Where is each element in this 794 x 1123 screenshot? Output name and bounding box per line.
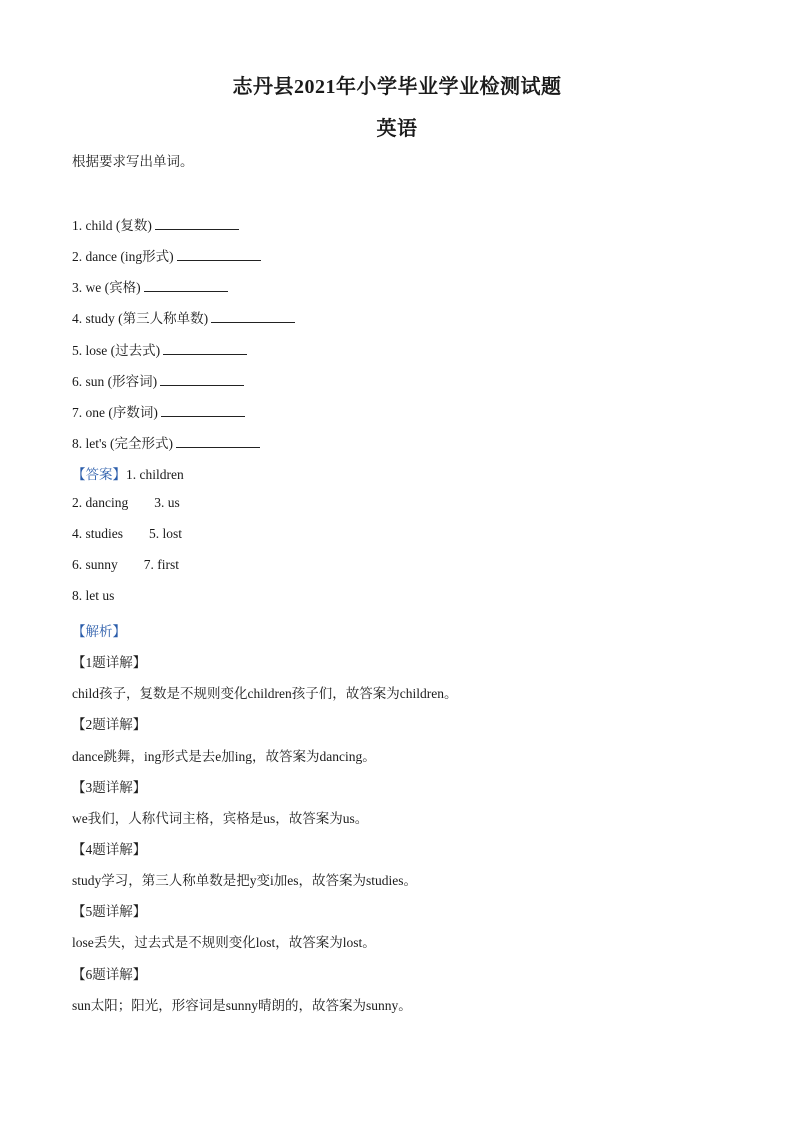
answer-item: 3. us (154, 495, 180, 510)
analysis-heading: 【6题详解】 (72, 967, 147, 982)
answer-blank (177, 248, 261, 261)
question-text: 8. let's (完全形式) (72, 436, 174, 451)
question-text: 3. we (宾格) (72, 280, 141, 295)
question-item (72, 214, 239, 234)
question-text: 7. one (序数词) (72, 405, 158, 420)
answer-row (72, 495, 180, 511)
question-text: 6. sun (形容词) (72, 374, 158, 389)
instruction-text: 根据要求写出单词。 (72, 154, 194, 169)
answer-item: 8. let us (72, 588, 115, 603)
answer-blank (161, 404, 245, 417)
answer-blank (144, 279, 228, 292)
analysis-heading: 【3题详解】 (72, 780, 147, 795)
answer-blank (163, 342, 247, 355)
question-item (72, 339, 247, 359)
question-text: 4. study (第三人称单数) (72, 311, 209, 326)
answer-blank (176, 435, 260, 448)
analysis-text: lose丢失，过去式是不规则变化lost，故答案为lost。 (72, 935, 376, 950)
answer-row (72, 557, 179, 573)
page-title: 志丹县2021年小学毕业学业检测试题 (232, 76, 562, 98)
analysis-label: 【解析】 (72, 624, 126, 639)
analysis-text: child孩子，复数是不规则变化children孩子们，故答案为children。 (72, 686, 458, 701)
analysis-heading: 【2题详解】 (72, 717, 147, 732)
question-item (72, 245, 261, 265)
analysis-text: sun太阳；阳光，形容词是sunny晴朗的，故答案为sunny。 (72, 998, 412, 1013)
question-item (72, 401, 245, 421)
analysis-text: dance跳舞，ing形式是去e加ing，故答案为dancing。 (72, 749, 376, 764)
question-item (72, 307, 295, 327)
page-subtitle: 英语 (376, 118, 418, 140)
analysis-text: we我们，人称代词主格，宾格是us，故答案为us。 (72, 811, 369, 826)
answer-item: 4. studies (72, 526, 124, 541)
analysis-heading: 【1题详解】 (72, 655, 147, 670)
answer-row (72, 526, 182, 542)
question-text: 5. lose (过去式) (72, 343, 161, 358)
answer-label: 【答案】 (72, 467, 126, 482)
analysis-heading: 【5题详解】 (72, 904, 147, 919)
analysis-text: study学习，第三人称单数是把y变i加es，故答案为studies。 (72, 873, 418, 888)
answer-blank (155, 217, 239, 230)
answer-item: 5. lost (149, 526, 183, 541)
answer-item: 7. first (143, 557, 180, 572)
answer-item: 2. dancing (72, 495, 129, 510)
answer-blank (211, 310, 295, 323)
answer-blank (160, 373, 244, 386)
question-item (72, 370, 244, 390)
question-text: 2. dance (ing形式) (72, 249, 174, 264)
answer-item: 6. sunny (72, 557, 118, 572)
question-text: 1. child (复数) (72, 218, 152, 233)
answer-row (72, 588, 114, 604)
answer-item: 1. children (126, 467, 184, 482)
question-item (72, 432, 260, 452)
answer-row (72, 463, 184, 483)
question-item (72, 276, 228, 296)
analysis-heading: 【4题详解】 (72, 842, 147, 857)
